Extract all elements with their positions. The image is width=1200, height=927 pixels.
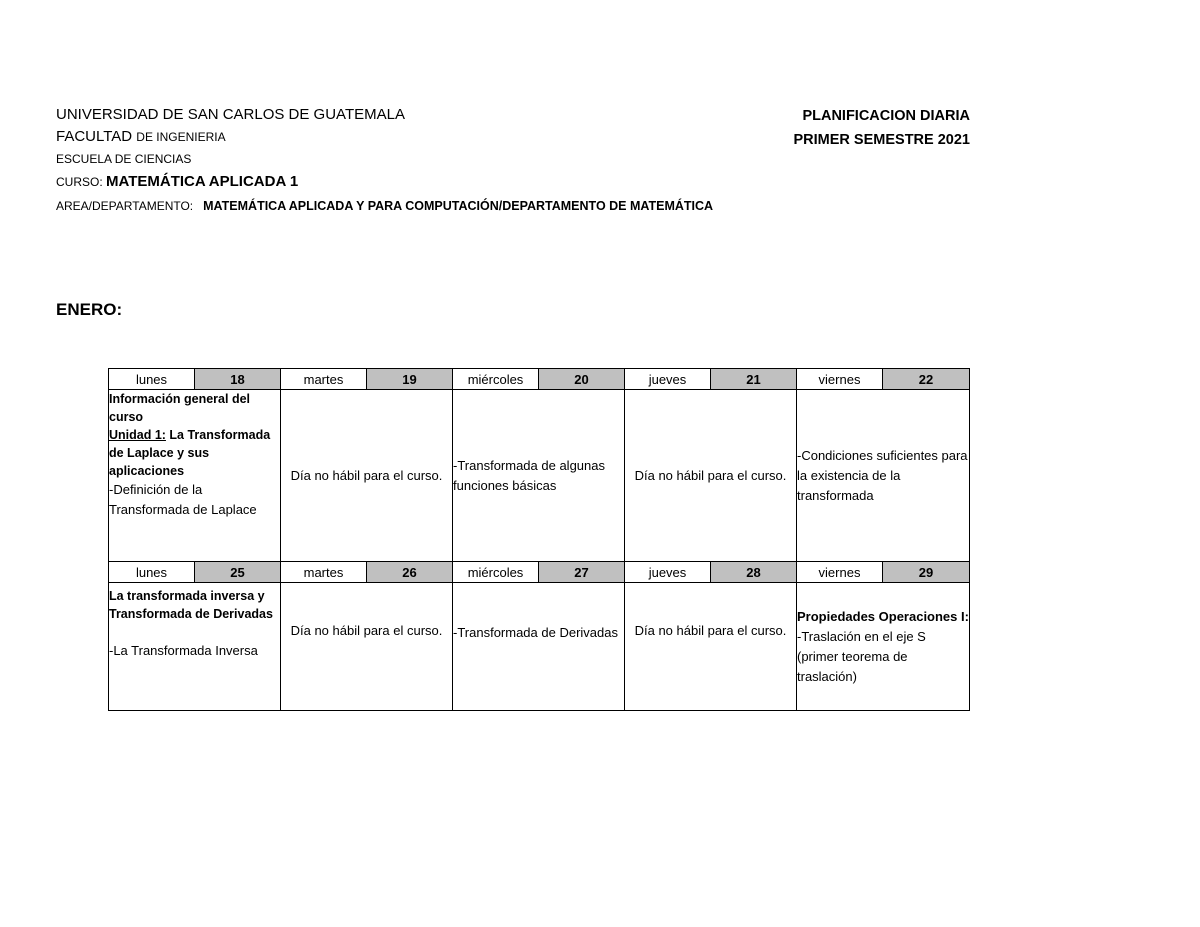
tuesday-cell: Día no hábil para el curso. [281,390,453,562]
tuesday-cell: Día no hábil para el curso. [281,583,453,711]
friday-cell [797,583,970,711]
calendar-table [108,368,970,711]
area-value: MATEMÁTICA APLICADA Y PARA COMPUTACIÓN/DEPARTAMENTO DE MATEMÁTICA [203,199,714,213]
friday-heading: Propiedades Operaciones I: [797,608,969,624]
course-label: CURSO: [56,175,103,189]
week-content-row [109,583,970,711]
day-number: 27 [539,562,625,583]
day-number: 20 [539,369,625,390]
friday-text: -Traslación en el eje S (primer teorema de traslación) [797,628,926,684]
day-name: miércoles [453,562,539,583]
unit-title: La Transformada de Laplace y sus aplicaciones [109,428,271,478]
faculty-line [56,126,713,148]
wednesday-cell: -Transformada de algunas funciones básicas [453,390,625,562]
day-name: lunes [109,369,195,390]
day-number: 21 [711,369,797,390]
plan-header [780,104,970,152]
week-header-row [109,369,970,390]
area-line [56,194,713,218]
month-title: ENERO: [56,300,123,319]
thursday-cell: Día no hábil para el curso. [625,583,797,711]
plan-title: PLANIFICACION DIARIA [802,108,970,124]
day-name: miércoles [453,369,539,390]
day-number: 22 [883,369,970,390]
day-number: 28 [711,562,797,583]
monday-heading: La transformada inversa y Transformada de Derivadas [109,589,273,621]
day-name: martes [281,562,367,583]
area-label: AREA/DEPARTAMENTO: [56,199,194,213]
day-name: jueves [625,562,711,583]
institution-header [56,104,713,218]
monday-unit [109,426,280,480]
day-number: 25 [195,562,281,583]
day-name: lunes [109,562,195,583]
thursday-cell: Día no hábil para el curso. [625,390,797,562]
faculty-prefix: FACULTAD [56,128,133,145]
course-name: MATEMÁTICA APLICADA 1 [106,173,299,190]
unit-label: Unidad 1: [109,428,166,442]
faculty-rest: DE INGENIERIA [136,130,226,144]
monday-text: -Definición de la Transformada de Laplace [109,482,257,517]
university-name: UNIVERSIDAD DE SAN CARLOS DE GUATEMALA [56,106,405,123]
monday-cell [109,390,281,562]
day-number: 19 [367,369,453,390]
monday-cell [109,583,281,711]
day-number: 29 [883,562,970,583]
day-name: martes [281,369,367,390]
school-name: ESCUELA DE CIENCIAS [56,152,192,166]
day-name: viernes [797,369,883,390]
friday-cell: -Condiciones suficientes para la existencia de la transformada [797,390,970,562]
semester: PRIMER SEMESTRE 2021 [793,132,970,148]
spacer [109,623,280,641]
day-number: 18 [195,369,281,390]
day-name: viernes [797,562,883,583]
monday-text: -La Transformada Inversa [109,643,258,658]
day-number: 26 [367,562,453,583]
week-content-row [109,390,970,562]
monday-heading: Información general del curso [109,392,251,424]
course-line [56,170,713,194]
week-header-row [109,562,970,583]
wednesday-cell: -Transformada de Derivadas [453,583,625,711]
day-name: jueves [625,369,711,390]
